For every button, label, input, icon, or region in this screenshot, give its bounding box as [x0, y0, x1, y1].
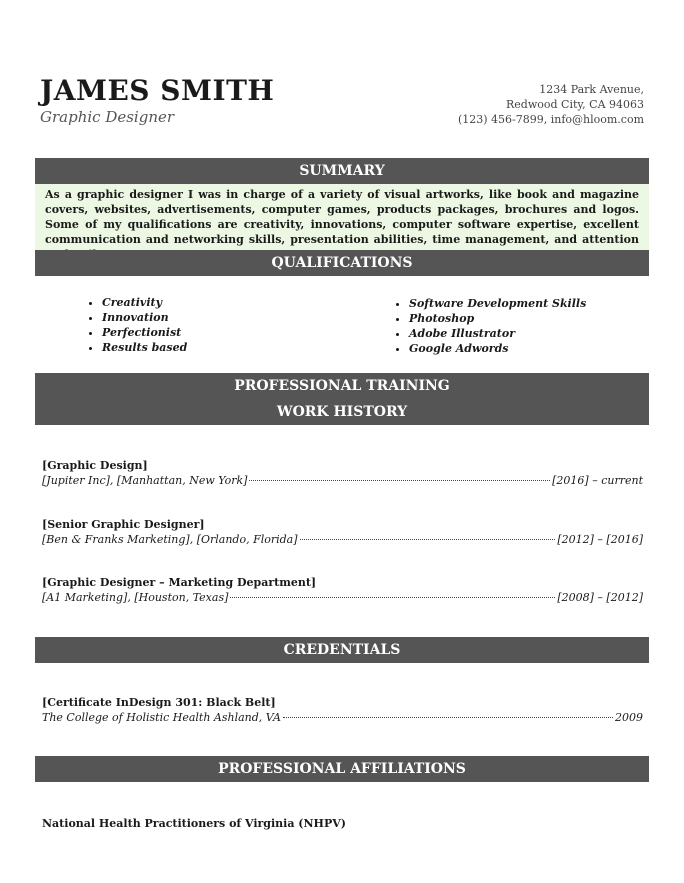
- dot-leader: [230, 597, 555, 598]
- candidate-title: Graphic Designer: [40, 108, 175, 126]
- dot-leader: [249, 480, 550, 481]
- job-dates: [2016] – current: [552, 474, 643, 487]
- qualification-item: • Google Adwords: [409, 341, 586, 356]
- credential-date: 2009: [615, 711, 643, 724]
- credentials-heading: CREDENTIALS: [35, 637, 649, 663]
- training-heading: PROFESSIONAL TRAINING: [234, 378, 450, 394]
- job-detail-line: [42, 533, 643, 546]
- address-line-1: 1234 Park Avenue,: [539, 83, 644, 96]
- job-dates: [2012] – [2016]: [557, 533, 643, 546]
- affiliations-heading: PROFESSIONAL AFFILIATIONS: [35, 756, 649, 782]
- dot-leader: [300, 539, 556, 540]
- qualifications-list-right: [391, 296, 586, 356]
- credential-place: The College of Holistic Health Ashland, VA: [42, 711, 281, 724]
- job-title: [Senior Graphic Designer]: [42, 518, 205, 531]
- work-history-heading: WORK HISTORY: [276, 404, 408, 420]
- contact-block: [458, 82, 644, 127]
- job-detail-line: [42, 474, 643, 487]
- qualifications-list-left: [84, 295, 187, 355]
- candidate-name: JAMES SMITH: [40, 74, 275, 107]
- job-place: [Jupiter Inc], [Manhattan, New York]: [42, 474, 248, 487]
- job-dates: [2008] – [2012]: [557, 591, 643, 604]
- training-work-history-bar: [35, 373, 649, 425]
- job-title: [Graphic Design]: [42, 459, 148, 472]
- job-title: [Graphic Designer – Marketing Department]: [42, 576, 317, 589]
- credential-title: [Certificate InDesign 301: Black Belt]: [42, 696, 276, 709]
- qualification-item: • Perfectionist: [102, 325, 187, 340]
- job-detail-line: [42, 591, 643, 604]
- address-line-2: Redwood City, CA 94063: [506, 98, 644, 111]
- qualification-item: • Software Development Skills: [409, 296, 586, 311]
- qualification-item: • Results based: [102, 340, 187, 355]
- qualification-item: • Photoshop: [409, 311, 586, 326]
- qualification-item: • Adobe Illustrator: [409, 326, 586, 341]
- qualifications-heading: QUALIFICATIONS: [35, 250, 649, 276]
- summary-heading: SUMMARY: [35, 158, 649, 184]
- phone-email: (123) 456-7899, info@hloom.com: [457, 113, 644, 126]
- job-place: [Ben & Franks Marketing], [Orlando, Florida]: [42, 533, 298, 546]
- qualification-item: • Innovation: [102, 310, 187, 325]
- summary-text: As a graphic designer I was in charge of a variety of visual artworks, like book and magazine covers, websites, advertisements, computer games, products packages, brochures and logos. Some of my qualifications are creativity, innovations, computer software expertise, excellent communication and networking skills, presentation abilities, time management, and attention: [35, 184, 649, 250]
- job-place: [A1 Marketing], [Houston, Texas]: [42, 591, 229, 604]
- qualification-item: • Creativity: [102, 295, 187, 310]
- affiliation-item: National Health Practitioners of Virginia (NHPV): [42, 817, 346, 830]
- dot-leader: [283, 717, 613, 718]
- credential-detail-line: [42, 711, 643, 724]
